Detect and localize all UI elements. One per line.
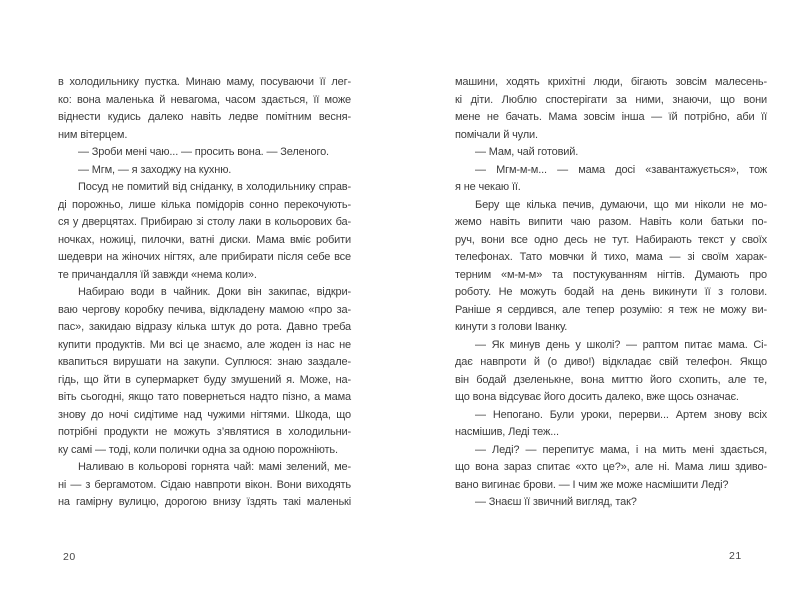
- text-line: — Мам, чай готовий.: [475, 146, 579, 158]
- text-line: ко: вона маленька й невагома, часом здається, її може: [58, 93, 351, 106]
- text-line: ні — з бергамотом. Сідаю навпроти вікон. Вони виходять: [58, 478, 351, 491]
- text-line: дає навпроти й (о диво!) відкладає свій телефон. Якщо: [455, 356, 767, 368]
- text-line: Наливаю в кольорові горнята чай: мамі зелений, ме-: [78, 461, 351, 473]
- text-line: знову до ночі сидітиме над чужими нігтями. Шкода, що: [58, 408, 351, 421]
- text-line: купити продуктів. Ми всі це знаємо, але жоден із нас не: [58, 338, 351, 351]
- right-page-text: [455, 74, 767, 512]
- text-line: квапиться вирушати на закупи. Суплюся: знаю заздале-: [58, 356, 351, 368]
- text-line: — Як минув день у школі? — раптом питає мама. Сі-: [475, 338, 767, 351]
- text-line: машини, ходять крихітні люди, бігають зовсім малесень-: [455, 76, 767, 88]
- text-line: ку самі — тоді, коли полички одна за одною порожніють.: [58, 443, 338, 456]
- text-line: ді порожньо, лише кілька помідорів сонно перекочують-: [58, 198, 351, 211]
- text-line: Раніше я сердився, але тепер розумію: я теж не можу ви-: [455, 303, 767, 316]
- text-line: — Непогано. Були уроки, перерви... Артем знову всіх: [475, 408, 767, 421]
- text-line: терним «м-м-м» та постукуванням нігтів. Думають про: [455, 268, 767, 281]
- text-line: він бодай дзеленькне, вона миттю його схопить, але те,: [455, 373, 767, 386]
- text-line: ваю чергову коробку печива, відкладену мамою «про за-: [58, 303, 351, 316]
- text-line: ся у дверцятах. Прибираю зі столу лаки в кольорових ба-: [58, 216, 351, 228]
- text-line: Набираю води в чайник. Доки він закипає, відкри-: [78, 286, 351, 298]
- text-line: потрібні продукти не можуть з’являтися в холодильни-: [58, 426, 351, 438]
- text-line: гідь, що йти в супермаркет буду змушений я. Може, на-: [58, 373, 351, 386]
- text-line: насмішив, Леді теж...: [455, 426, 559, 438]
- text-line: в холодильнику пустка. Минаю маму, посуваючи її лег-: [58, 76, 351, 88]
- text-line: Посуд не помитий від сніданку, в холодильнику справ-: [78, 181, 351, 193]
- right-page-number: 21: [729, 550, 742, 562]
- text-line: віть сьогодні, якщо тато повернеться надто пізно, а мама: [58, 391, 351, 403]
- text-line: віднести кудись далеко навіть ледве помітним весня-: [58, 111, 351, 123]
- text-line: — Мгм, — я заходжу на кухню.: [78, 163, 232, 176]
- text-line: шедеври на жіночих нігтях, але прибирати після себе все: [58, 251, 351, 263]
- text-line: мене не бачать. Мама зовсім інша — їй потрібно, аби її: [455, 111, 767, 123]
- text-line: ночках, ножиці, пилочки, ватні диски. Мама вміє робити: [58, 233, 351, 246]
- text-line: що вона зараз спитає «хто це?», але ні. Мама лиш здиво-: [455, 461, 767, 473]
- text-line: на гамірну вулицю, дорогою внизу їздять такі маленькі: [58, 496, 351, 508]
- text-line: Беру ще кілька печив, думаючи, що ми ніколи не мо-: [475, 198, 767, 211]
- text-line: жемо навіть випити чаю разом. Навіть коли батьки по-: [455, 216, 767, 228]
- text-line: — Знаєш її звичний вигляд, так?: [475, 496, 637, 508]
- text-line: що вона відсуває його досить далеко, вже щось означає.: [455, 391, 739, 403]
- left-page-number: 20: [63, 551, 76, 563]
- text-line: — Леді? — перепитує мама, і на мить мені здається,: [475, 443, 767, 456]
- text-line: ним вітерцем.: [58, 128, 128, 141]
- text-line: — Мгм-м-м... — мама досі «завантажується», тож: [475, 163, 767, 176]
- text-line: кинути з голови Іванку.: [455, 321, 568, 333]
- text-line: руч, вони все одно десь не тут. Набирають текст у своїх: [455, 233, 767, 246]
- left-page-text: [58, 74, 351, 512]
- text-line: помічали й чули.: [455, 128, 538, 141]
- text-line: роботу. Не можуть бодай на день викинути її з голови.: [455, 286, 767, 298]
- text-line: — Зроби мені чаю... — просить вона. — Зеленого.: [78, 146, 329, 158]
- text-line: я не чекаю її.: [455, 181, 521, 193]
- text-line: вано вигинає брови. — І чим же може насмішити Леді?: [455, 478, 729, 491]
- text-line: пас», закидаю відразу кілька штук до рота. Давно треба: [58, 321, 351, 333]
- text-line: телефонах. Тато мовчки й тихо, мама — зі своїм харак-: [455, 251, 767, 263]
- text-line: кі діти. Люблю спостерігати за ними, знаючи, що вони: [455, 93, 767, 106]
- text-line: те причандалля їй завжди «нема коли».: [58, 268, 257, 281]
